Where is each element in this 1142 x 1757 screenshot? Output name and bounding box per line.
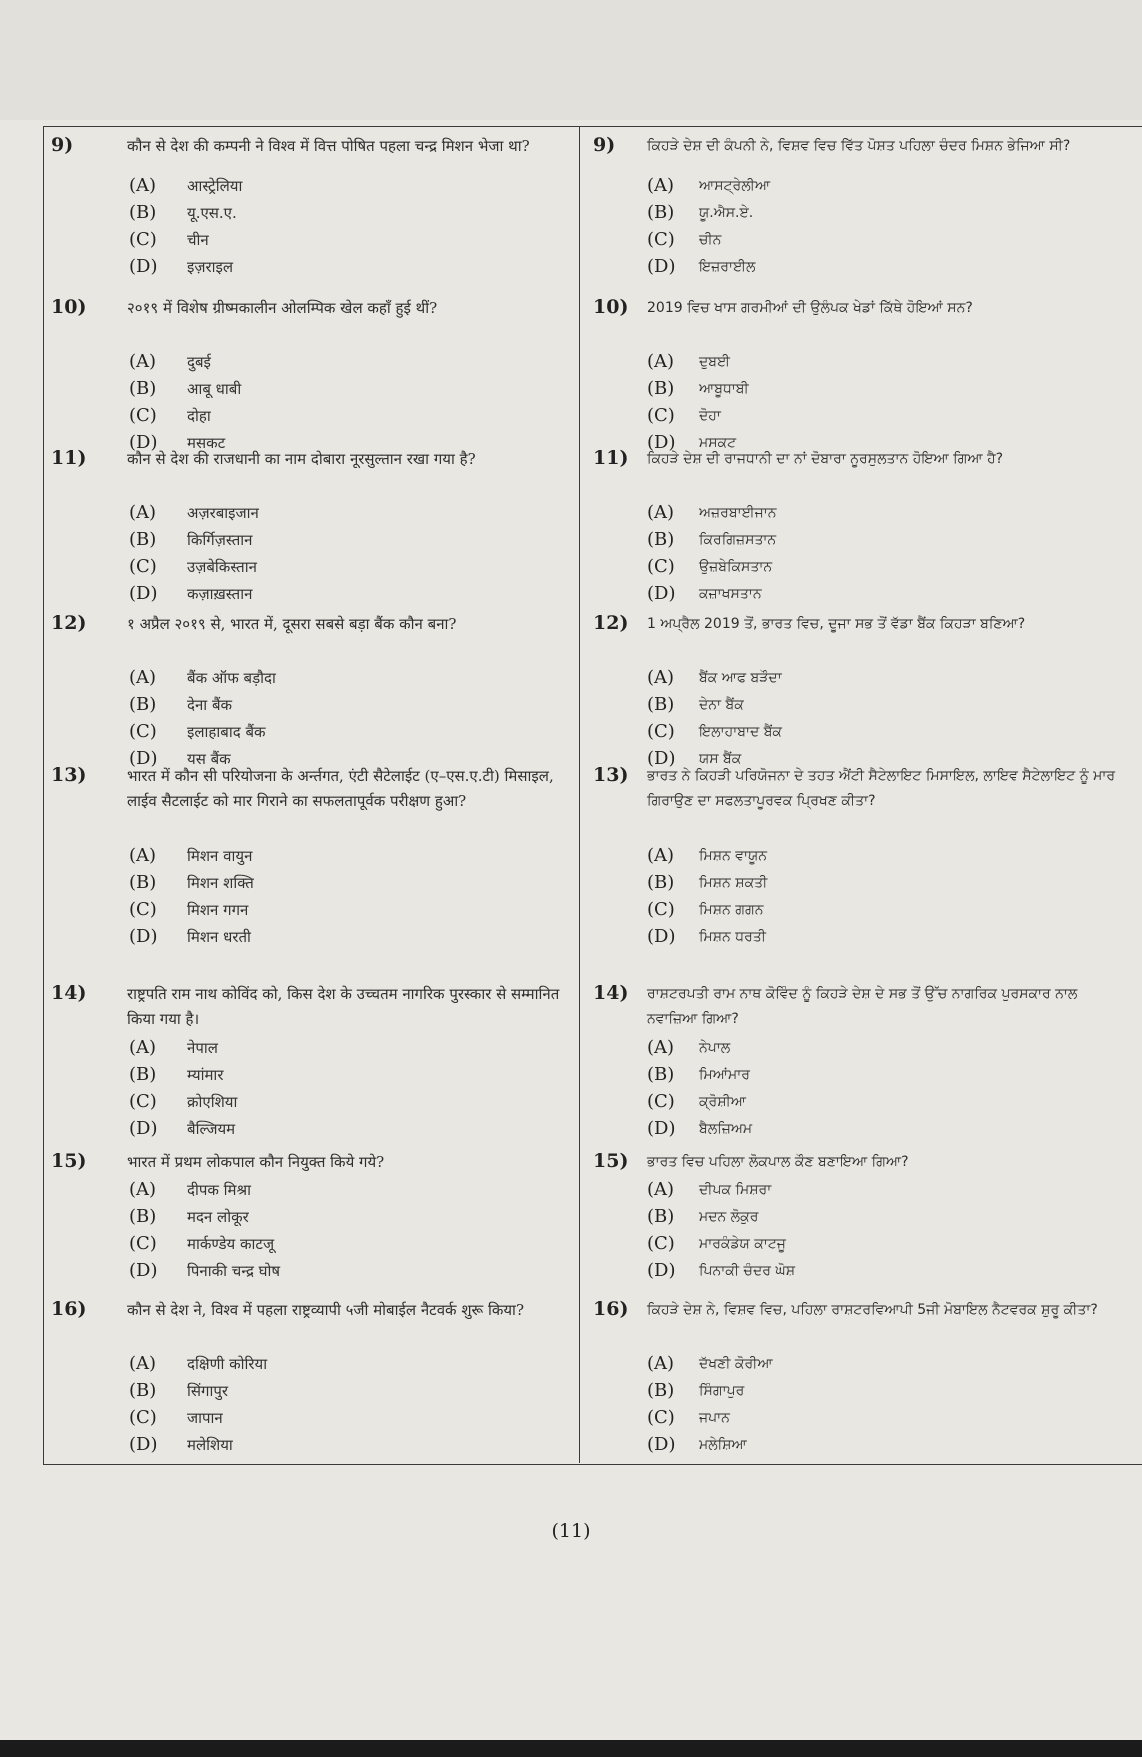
question-number: 9) <box>593 134 616 156</box>
option-item <box>129 664 569 691</box>
option-text: मिशन गगन <box>187 900 249 919</box>
option-item <box>129 226 569 253</box>
option-text: बैंक ऑफ बड़ौदा <box>187 668 276 687</box>
option-label: (A) <box>129 1179 157 1200</box>
option-label: (B) <box>647 1380 675 1401</box>
option-label: (C) <box>647 405 675 426</box>
option-text: मिशन शक्ति <box>187 873 254 892</box>
option-label: (B) <box>647 694 675 715</box>
question-text: कौन से देश ने, विश्व में पहला राष्ट्रव्यापी ५जी मोबाईल नैटवर्क शुरू किया? <box>127 1301 524 1319</box>
option-label: (B) <box>129 1206 157 1227</box>
option-text: ਨੇਪਾਲ <box>699 1039 731 1056</box>
option-text: ਮਲੇਸ਼ਿਆ <box>699 1436 747 1453</box>
options-list <box>129 1176 569 1284</box>
question-number: 12) <box>593 612 629 634</box>
option-item <box>129 1350 569 1377</box>
question-text: ਕਿਹੜੇ ਦੇਸ਼ ਦੀ ਰਾਜਧਾਨੀ ਦਾ ਨਾਂ ਦੋਬਾਰਾ ਨੂਰਸੁਲਤਾਨ ਹੋਇਆ ਗਿਆ ਹੈ? <box>647 451 1004 467</box>
options-list <box>129 1350 569 1458</box>
option-text: दक्षिणी कोरिया <box>187 1354 268 1373</box>
option-label: (A) <box>129 667 157 688</box>
option-item <box>647 375 1131 402</box>
option-item <box>647 1404 1131 1431</box>
option-text: इलाहाबाद बैंक <box>187 722 266 741</box>
option-item <box>129 718 569 745</box>
option-label: (C) <box>129 1091 157 1112</box>
option-label: (B) <box>647 1206 675 1227</box>
option-label: (C) <box>129 556 157 577</box>
option-text: ਬੈਲਜ਼ਿਅਮ <box>699 1120 753 1137</box>
option-label: (C) <box>647 721 675 742</box>
option-item <box>129 526 569 553</box>
option-item <box>129 842 569 869</box>
question-text: ਭਾਰਤ ਵਿਚ ਪਹਿਲਾ ਲੋਕਪਾਲ ਕੌਣ ਬਣਾਇਆ ਗਿਆ? <box>647 1154 909 1170</box>
option-item <box>129 1034 569 1061</box>
option-label: (D) <box>129 256 158 277</box>
question-number: 15) <box>51 1150 87 1172</box>
option-text: ਦੱਖਣੀ ਕੋਰੀਆ <box>699 1355 773 1372</box>
option-item <box>647 526 1131 553</box>
options-list <box>129 348 569 456</box>
question-number: 16) <box>593 1298 629 1320</box>
option-text: ਸਿੰਗਾਪੁਰ <box>699 1382 745 1399</box>
question-text: २०१९ में विशेष ग्रीष्मकालीन ओलम्पिक खेल कहाँ हुई थीं? <box>127 299 438 317</box>
question-text: 2019 ਵਿਚ ਖਾਸ ਗਰਮੀਆਂ ਦੀ ਉਲੰਪਕ ਖੇਡਾਂ ਕਿੱਥੇ ਹੋਇਆਂ ਸਨ? <box>647 300 973 316</box>
option-text: दीपक मिश्रा <box>187 1180 252 1199</box>
option-label: (B) <box>129 378 157 399</box>
option-label: (C) <box>129 405 157 426</box>
option-text: दोहा <box>187 406 211 425</box>
option-text: यस बैंक <box>187 749 231 768</box>
option-label: (A) <box>129 1037 157 1058</box>
option-item <box>647 226 1131 253</box>
page-number: (11) <box>551 1520 591 1542</box>
question-number: 13) <box>593 764 629 786</box>
options-list <box>647 1176 1131 1284</box>
option-item <box>647 923 1131 950</box>
option-text: मिशन वायुन <box>187 846 253 865</box>
option-label: (D) <box>129 1118 158 1139</box>
option-item <box>647 253 1131 280</box>
option-item <box>647 553 1131 580</box>
column-divider <box>579 126 580 1463</box>
question-number: 13) <box>51 764 87 786</box>
option-label: (C) <box>129 1407 157 1428</box>
option-text: चीन <box>187 230 209 249</box>
option-text: ਪਿਨਾਕੀ ਚੰਦਰ ਘੋਸ਼ <box>699 1262 796 1279</box>
question-number: 14) <box>51 982 87 1004</box>
option-label: (C) <box>647 899 675 920</box>
option-label: (C) <box>129 1233 157 1254</box>
option-item <box>647 1203 1131 1230</box>
option-text: म्यांमार <box>187 1065 224 1084</box>
option-item <box>129 1377 569 1404</box>
option-text: आस्ट्रेलिया <box>187 176 243 195</box>
option-text: ਅਜ਼ਰਬਾਈਜਾਨ <box>699 504 777 521</box>
options-list <box>129 1034 569 1142</box>
question-table <box>43 126 1142 1466</box>
option-item <box>129 499 569 526</box>
option-text: ਉਜ਼ਬੇਕਿਸਤਾਨ <box>699 558 773 575</box>
option-text: मदन लोकूर <box>187 1207 249 1226</box>
option-label: (A) <box>647 351 675 372</box>
question-text: ਭਾਰਤ ਨੇ ਕਿਹੜੀ ਪਰਿਯੋਜਨਾ ਦੇ ਤਹਤ ਐਂਟੀ ਸੈਟੇਲਾਇਟ ਮਿਸਾਇਲ, ਲਾਇਵ ਸੈਟੇਲਾਇਟ ਨੂੰ ਮਾਰ ਗਿਰਾਉਣ ਦਾ ਸਫਲਤਾਪੂਰਵਕ ਪ੍ਰਿਖਣ ਕੀਤਾ? <box>647 768 1116 809</box>
option-label: (B) <box>647 529 675 550</box>
option-label: (C) <box>647 229 675 250</box>
option-label: (C) <box>647 556 675 577</box>
question-number: 9) <box>51 134 74 156</box>
option-text: उज़बेकिस्तान <box>187 557 257 576</box>
option-item <box>129 1230 569 1257</box>
option-text: ਮਸਕਟ <box>699 434 737 451</box>
option-text: ਚੀਨ <box>699 231 722 248</box>
option-text: यू.एस.ए. <box>187 203 237 222</box>
option-text: मसकट <box>187 433 226 452</box>
option-label: (A) <box>129 502 157 523</box>
option-text: क्रोएशिया <box>187 1092 238 1111</box>
option-text: ਦੋਹਾ <box>699 407 721 424</box>
question-number: 16) <box>51 1298 87 1320</box>
question-text: कौन से देश की कम्पनी ने विश्व में वित्त पोषित पहला चन्द्र मिशन भेजा था? <box>127 137 530 155</box>
option-label: (A) <box>647 1037 675 1058</box>
option-label: (D) <box>129 583 158 604</box>
option-text: ਦੁਬਈ <box>699 353 730 370</box>
question-text: 1 ਅਪ੍ਰੈਲ 2019 ਤੋਂ, ਭਾਰਤ ਵਿਚ, ਦੂਜਾ ਸਭ ਤੋਂ ਵੱਡਾ ਬੈਂਕ ਕਿਹੜਾ ਬਣਿਆ? <box>647 616 1026 632</box>
question-number: 10) <box>593 296 629 318</box>
options-list <box>129 664 569 772</box>
option-label: (C) <box>129 721 157 742</box>
option-label: (A) <box>129 351 157 372</box>
option-item <box>129 172 569 199</box>
option-item <box>129 1404 569 1431</box>
options-list <box>129 499 569 607</box>
option-label: (D) <box>647 1260 676 1281</box>
option-text: दुबई <box>187 352 211 371</box>
option-text: ਮਾਰਕੰਡੇਯ ਕਾਟਜੂ <box>699 1235 786 1252</box>
option-label: (B) <box>129 529 157 550</box>
option-item <box>129 1061 569 1088</box>
option-label: (A) <box>647 1179 675 1200</box>
option-item <box>129 580 569 607</box>
options-list <box>647 348 1131 456</box>
option-text: कज़ाख़स्तान <box>187 584 253 603</box>
option-text: पिनाकी चन्द्र घोष <box>187 1261 281 1280</box>
option-label: (D) <box>129 1260 158 1281</box>
question-text: भारत में प्रथम लोकपाल कौन नियुक्त किये गये? <box>127 1153 385 1171</box>
option-label: (B) <box>129 872 157 893</box>
options-list <box>647 1350 1131 1458</box>
option-text: ਜਪਾਨ <box>699 1409 730 1426</box>
question-number: 10) <box>51 296 87 318</box>
option-text: ਕਿਰਗਿਜ਼ਸਤਾਨ <box>699 531 777 548</box>
options-list <box>647 664 1131 772</box>
option-text: सिंगापुर <box>187 1381 229 1400</box>
option-label: (D) <box>647 748 676 769</box>
option-label: (A) <box>647 845 675 866</box>
option-text: ਇਜ਼ਰਾਈਲ <box>699 258 756 275</box>
option-item <box>647 691 1131 718</box>
options-list <box>647 499 1131 607</box>
option-item <box>647 499 1131 526</box>
option-item <box>129 1257 569 1284</box>
option-text: ਆਬੂਧਾਬੀ <box>699 380 749 397</box>
option-label: (C) <box>129 899 157 920</box>
question-text: कौन से देश की राजधानी का नाम दोबारा नूरसुल्तान रखा गया है? <box>127 450 476 468</box>
option-item <box>647 869 1131 896</box>
option-label: (D) <box>647 926 676 947</box>
option-item <box>647 199 1131 226</box>
option-item <box>647 1377 1131 1404</box>
option-label: (A) <box>647 667 675 688</box>
option-text: ਮਿਸ਼ਨ ਗਗਨ <box>699 901 764 918</box>
option-label: (D) <box>129 432 158 453</box>
option-text: नेपाल <box>187 1038 218 1057</box>
option-label: (D) <box>129 748 158 769</box>
option-label: (B) <box>129 1380 157 1401</box>
option-text: ਆਸਟ੍ਰੇਲੀਆ <box>699 177 771 194</box>
question-number: 14) <box>593 982 629 1004</box>
option-label: (B) <box>129 202 157 223</box>
option-item <box>129 1431 569 1458</box>
option-text: ਕਜ਼ਾਖਸਤਾਨ <box>699 585 762 602</box>
option-text: ਦੀਪਕ ਮਿਸ਼ਰਾ <box>699 1181 772 1198</box>
option-label: (C) <box>647 1233 675 1254</box>
option-text: ਯਸ ਬੈਂਕ <box>699 750 742 767</box>
option-item <box>129 375 569 402</box>
option-item <box>647 1061 1131 1088</box>
option-label: (C) <box>647 1407 675 1428</box>
hindi-column <box>43 126 579 1463</box>
question-number: 12) <box>51 612 87 634</box>
question-text: ਰਾਸ਼ਟਰਪਤੀ ਰਾਮ ਨਾਥ ਕੋਵਿੰਦ ਨੂੰ ਕਿਹੜੇ ਦੇਸ਼ ਦੇ ਸਭ ਤੋਂ ਉੱਚ ਨਾਗਰਿਕ ਪੁਰਸਕਾਰ ਨਾਲ ਨਵਾਜ਼ਿਆ ਗਿਆ? <box>647 986 1078 1027</box>
option-item <box>129 691 569 718</box>
question-text: राष्ट्रपति राम नाथ कोविंद को, किस देश के उच्चतम नागरिक पुरस्कार से सम्मानित किया गया है। <box>127 985 560 1028</box>
question-number: 11) <box>51 447 87 469</box>
options-list <box>647 172 1131 280</box>
option-item <box>647 1176 1131 1203</box>
option-item <box>129 348 569 375</box>
option-label: (D) <box>647 1434 676 1455</box>
option-label: (A) <box>647 1353 675 1374</box>
question-text: ਕਿਹੜੇ ਦੇਸ਼ ਦੀ ਕੰਪਨੀ ਨੇ, ਵਿਸ਼ਵ ਵਿਚ ਵਿੱਤ ਪੋਸ਼ਤ ਪਹਿਲਾ ਚੰਦਰ ਮਿਸ਼ਨ ਭੇਜਿਆ ਸੀ? <box>647 138 1071 154</box>
option-text: देना बैंक <box>187 695 233 714</box>
option-text: ਬੈਂਕ ਆਫ ਬੜੌਦਾ <box>699 669 782 686</box>
option-text: मार्कण्डेय काटजू <box>187 1234 275 1253</box>
option-item <box>129 402 569 429</box>
option-text: ਮਦਨ ਲੋਕੁਰ <box>699 1208 759 1225</box>
option-item <box>129 553 569 580</box>
option-text: किर्गिज़स्तान <box>187 530 253 549</box>
option-text: ਮਿਸ਼ਨ ਵਾਯੂਨ <box>699 847 768 864</box>
option-text: मिशन धरती <box>187 927 251 946</box>
option-label: (D) <box>129 1434 158 1455</box>
option-item <box>129 1203 569 1230</box>
question-number: 15) <box>593 1150 629 1172</box>
option-label: (A) <box>647 175 675 196</box>
scan-edge-bar <box>0 1740 1142 1757</box>
option-label: (A) <box>129 1353 157 1374</box>
option-item <box>647 1350 1131 1377</box>
option-item <box>647 172 1131 199</box>
option-text: ਮਿਸ਼ਨ ਧਰਤੀ <box>699 928 766 945</box>
option-item <box>647 1115 1131 1142</box>
option-label: (D) <box>129 926 158 947</box>
option-label: (D) <box>647 583 676 604</box>
option-item <box>647 1230 1131 1257</box>
option-label: (B) <box>647 378 675 399</box>
option-item <box>647 402 1131 429</box>
option-text: मलेशिया <box>187 1435 233 1454</box>
option-label: (B) <box>129 1064 157 1085</box>
options-list <box>129 842 569 950</box>
options-list <box>647 1034 1131 1142</box>
option-item <box>129 1176 569 1203</box>
option-item <box>647 348 1131 375</box>
option-item <box>647 580 1131 607</box>
option-item <box>647 896 1131 923</box>
option-text: जापान <box>187 1408 223 1427</box>
question-number: 11) <box>593 447 629 469</box>
option-text: अज़रबाइजान <box>187 503 259 522</box>
option-label: (B) <box>647 202 675 223</box>
punjabi-column <box>581 126 1141 1463</box>
option-item <box>129 869 569 896</box>
option-item <box>129 1115 569 1142</box>
options-list <box>647 842 1131 950</box>
option-item <box>129 923 569 950</box>
option-label: (B) <box>647 872 675 893</box>
option-item <box>129 199 569 226</box>
question-text: भारत में कौन सी परियोजना के अर्न्तगत, एंटी सैटेलाईट (ए–एस.ए.टी) मिसाइल, लाईव सैटलाईट को मार गिराने का सफलतापूर्वक परीक्षण हुआ? <box>127 767 554 810</box>
option-label: (B) <box>647 1064 675 1085</box>
option-label: (D) <box>647 1118 676 1139</box>
option-item <box>647 718 1131 745</box>
option-text: ਇਲਾਹਾਬਾਦ ਬੈਂਕ <box>699 723 782 740</box>
option-label: (A) <box>647 502 675 523</box>
option-text: इज़राइल <box>187 257 234 276</box>
option-text: ਮਿਆਂਮਾਰ <box>699 1066 750 1083</box>
option-item <box>129 896 569 923</box>
option-label: (A) <box>129 175 157 196</box>
option-item <box>647 1431 1131 1458</box>
option-label: (A) <box>129 845 157 866</box>
page-margin-top <box>0 0 1142 120</box>
option-item <box>647 842 1131 869</box>
option-item <box>647 664 1131 691</box>
option-item <box>647 1257 1131 1284</box>
option-text: बैल्जियम <box>187 1119 236 1138</box>
option-label: (D) <box>647 256 676 277</box>
option-text: ਯੂ.ਐਸ.ਏ. <box>699 204 754 221</box>
option-text: आबू धाबी <box>187 379 242 398</box>
option-item <box>647 1088 1131 1115</box>
option-label: (B) <box>129 694 157 715</box>
option-label: (D) <box>647 432 676 453</box>
option-label: (C) <box>647 1091 675 1112</box>
option-item <box>129 1088 569 1115</box>
option-item <box>129 253 569 280</box>
question-text: ਕਿਹੜੇ ਦੇਸ਼ ਨੇ, ਵਿਸ਼ਵ ਵਿਚ, ਪਹਿਲਾ ਰਾਸ਼ਟਰਵਿਆਪੀ 5ਜੀ ਮੋਬਾਇਲ ਨੈਟਵਰਕ ਸ਼ੁਰੂ ਕੀਤਾ? <box>647 1302 1098 1318</box>
option-text: ਮਿਸ਼ਨ ਸ਼ਕਤੀ <box>699 874 768 891</box>
option-label: (C) <box>129 229 157 250</box>
option-text: ਕ੍ਰੋਸ਼ੀਆ <box>699 1093 746 1110</box>
question-text: १ अप्रैल २०१९ से, भारत में, दूसरा सबसे बड़ा बैंक कौन बना? <box>127 615 457 633</box>
option-item <box>647 1034 1131 1061</box>
options-list <box>129 172 569 280</box>
option-text: ਦੇਨਾ ਬੈਂਕ <box>699 696 744 713</box>
